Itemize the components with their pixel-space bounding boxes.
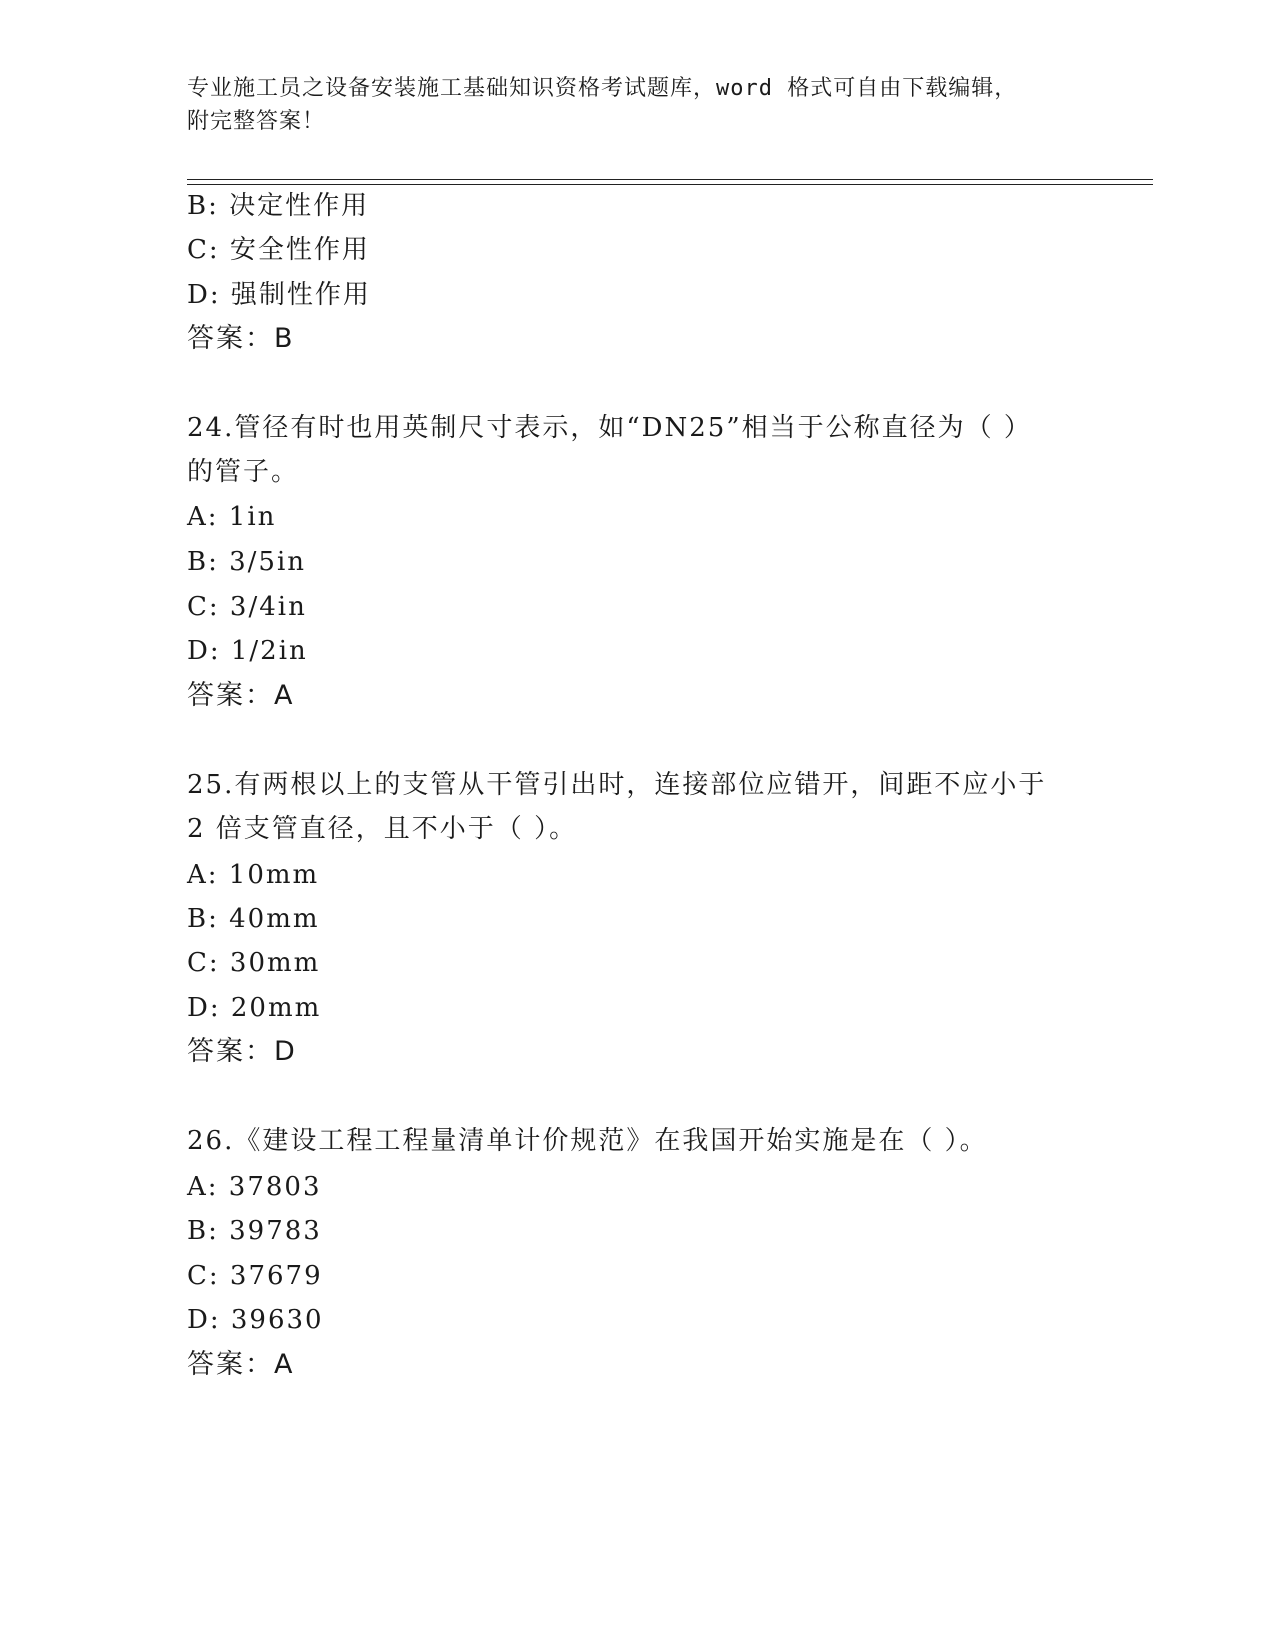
q26-option-c: C: 37679 [187,1261,323,1291]
q23-option-d: D: 强制性作用 [187,280,371,310]
q26-option-b: B: 39783 [187,1216,322,1246]
q24-option-a: A: 1in [187,502,277,532]
q25-answer: 答案：D [187,1036,297,1067]
q25-option-b: B: 40mm [187,904,320,934]
q24-stem-line-2: 的管子。 [187,457,300,487]
header-divider-top [187,179,1153,180]
header-divider-bottom [187,184,1153,185]
q23-option-c: C: 安全性作用 [187,235,370,265]
q23-answer: 答案：B [187,323,295,354]
q23-option-b: B: 决定性作用 [187,191,370,221]
q24-option-c: C: 3/4in [187,592,307,622]
q24-answer: 答案：A [187,680,295,711]
header-line-2: 附完整答案！ [187,109,326,134]
q25-stem-line-2: 2 倍支管直径，且不小于（ ）。 [187,814,578,844]
q24-option-b: B: 3/5in [187,547,307,577]
q26-option-a: A: 37803 [187,1172,322,1202]
q24-option-d: D: 1/2in [187,636,308,666]
document-header [187,72,1067,138]
q25-stem-line-1: 25.有两根以上的支管从干管引出时，连接部位应错开，间距不应小于 [187,770,1047,800]
q25-option-d: D: 20mm [187,993,322,1023]
q26-option-d: D: 39630 [187,1305,324,1335]
q26-stem-line-1: 26.《建设工程工程量清单计价规范》在我国开始实施是在（ ）。 [187,1126,988,1156]
q25-option-a: A: 10mm [187,860,320,890]
q25-option-c: C: 30mm [187,948,321,978]
q24-stem-line-1: 24.管径有时也用英制尺寸表示，如“DN25”相当于公称直径为（ ） [187,413,1032,443]
header-line-1: 专业施工员之设备安装施工基础知识资格考试题库，word 格式可自由下载编辑， [187,76,1018,101]
q26-answer: 答案：A [187,1349,295,1380]
